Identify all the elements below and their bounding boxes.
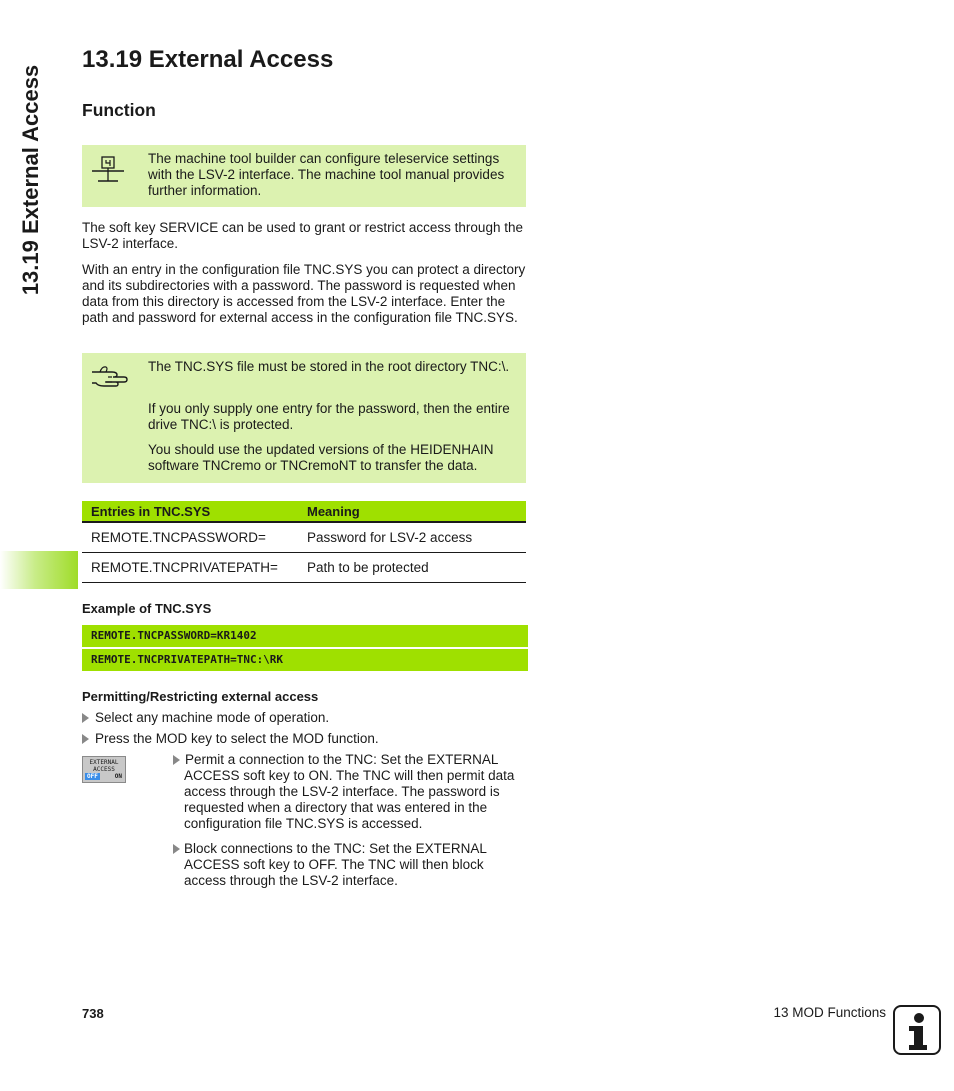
paragraph-softkey-service: The soft key SERVICE can be used to grant or restrict access through the LSV-2 interface.: [82, 220, 523, 251]
tnc-sys-note: [82, 353, 526, 483]
pointing-hand-icon: [90, 363, 128, 394]
step-item: [82, 710, 329, 726]
note2-text-2: If you only supply one entry for the password, then the entire drive TNC:\ is protected.: [148, 401, 510, 432]
permit-connection-text: Permit a connection to the TNC: Set the EXTERNAL ACCESS soft key to ON. The TNC will then permit data access through the LSV-2 interface. The password is requested when a directory that was entered in the configuration file TNC.SYS is accessed.: [184, 752, 515, 831]
table-header-row: [82, 501, 526, 522]
arrow-bullet-icon: [82, 713, 89, 723]
tnc-sys-entries-table: [82, 501, 526, 583]
page-number: 738: [82, 1006, 104, 1021]
table-row: [82, 522, 526, 553]
arrow-bullet-icon: [82, 734, 89, 744]
paragraph-tnc-sys: With an entry in the configuration file TNC.SYS you can protect a directory and its subdirectories with a password. The password is requested when data from this directory is accessed from the LSV-2 interface. Enter the path and password for external access in the configuration file TNC.SYS.: [82, 262, 526, 325]
step-text: Select any machine mode of operation.: [95, 710, 330, 725]
machine-builder-note: [82, 145, 526, 207]
softkey-label-line2: ACCESS: [93, 766, 115, 773]
table-cell-meaning: Password for LSV-2 access: [298, 522, 526, 553]
external-access-softkey[interactable]: [82, 756, 126, 783]
side-chapter-title: [6, 40, 56, 320]
table-header-meaning: Meaning: [298, 501, 526, 522]
code-line: REMOTE.TNCPASSWORD=KR1402: [82, 625, 528, 647]
table-header-entries: Entries in TNC.SYS: [82, 501, 298, 522]
softkey-on-state: ON: [114, 773, 122, 780]
info-icon: [893, 1005, 941, 1055]
arrow-bullet-icon: [173, 844, 180, 854]
permit-restrict-title: Permitting/Restricting external access: [82, 689, 319, 704]
code-line: REMOTE.TNCPRIVATEPATH=TNC:\RK: [82, 649, 528, 671]
note2-text-1: The TNC.SYS file must be stored in the root directory TNC:\.: [148, 359, 510, 374]
page-title: 13.19 External Access: [82, 46, 334, 73]
section-title: Function: [82, 100, 156, 120]
block-connection-text: Block connections to the TNC: Set the EXTERNAL ACCESS soft key to OFF. The TNC will then block access through the LSV-2 interface.: [184, 841, 487, 888]
step-item: [82, 731, 379, 747]
chapter-name: 13 MOD Functions: [773, 1005, 886, 1020]
chapter-tab-marker: [0, 551, 78, 589]
note2-text-3: You should use the updated versions of the HEIDENHAIN software TNCremo or TNCremoNT to transfer the data.: [148, 442, 494, 473]
table-cell-meaning: Path to be protected: [298, 553, 526, 583]
machine-tool-builder-icon: [90, 155, 126, 188]
side-chapter-title-text: 13.19 External Access: [18, 64, 44, 296]
softkey-off-state: OFF: [87, 773, 98, 780]
step-text: Press the MOD key to select the MOD function.: [95, 731, 379, 746]
note1-text: The machine tool builder can configure teleservice settings with the LSV-2 interface. The machine tool manual provides further information.: [148, 151, 505, 198]
table-cell-entry: REMOTE.TNCPRIVATEPATH=: [82, 553, 298, 583]
arrow-bullet-icon: [173, 755, 180, 765]
table-cell-entry: REMOTE.TNCPASSWORD=: [82, 522, 298, 553]
example-title: Example of TNC.SYS: [82, 601, 212, 616]
table-row: [82, 553, 526, 583]
softkey-label-line1: EXTERNAL: [89, 759, 119, 766]
